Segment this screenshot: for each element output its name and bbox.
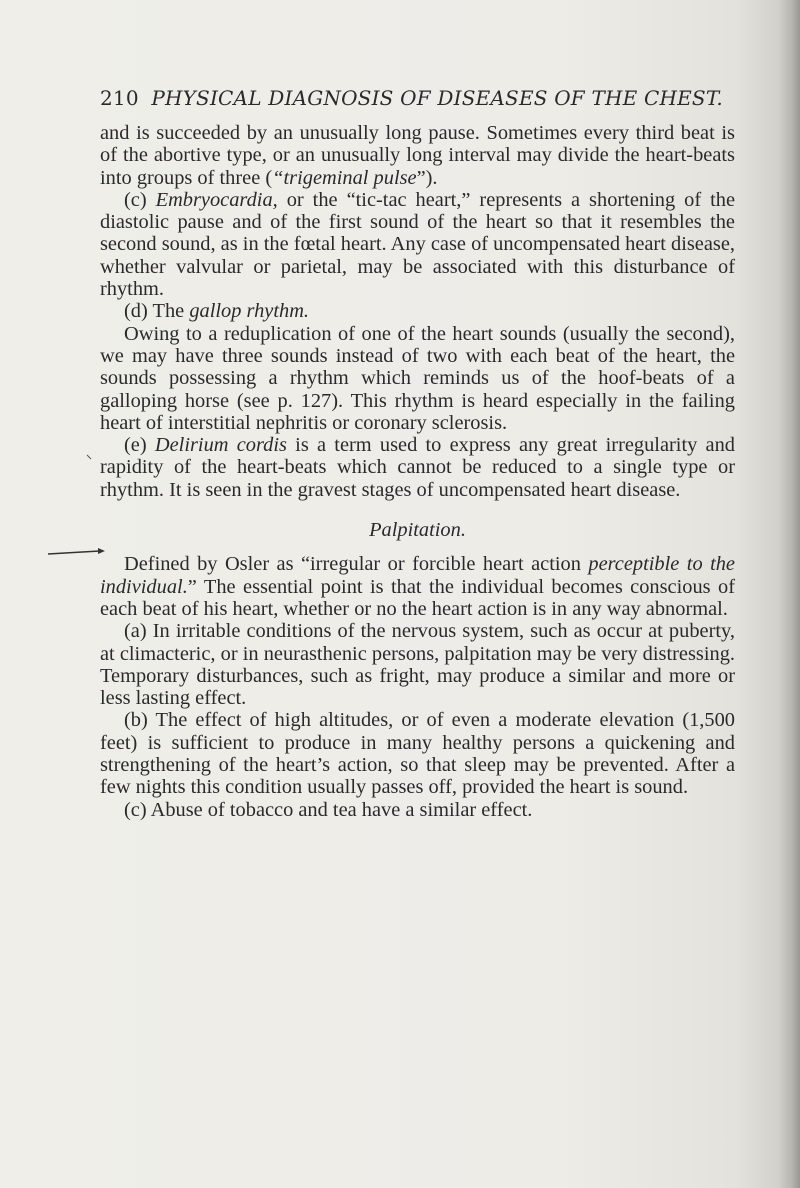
- margin-tick-mark: [86, 454, 92, 460]
- running-title: PHYSICAL DIAGNOSIS OF DISEASES OF THE CHEST.: [151, 86, 723, 110]
- paragraph-high-altitudes: (b) The effect of high altitudes, or of even a moderate elevation (1,500 feet) is sufficient to produce in many healthy persons a quickening and strengthening of the heart’s action, so that sleep may be prevented. After a few nights this condition usually passes off, provided the heart is sound.: [100, 709, 735, 799]
- margin-arrow-mark: [48, 547, 106, 557]
- section-heading-palpitation: Palpitation.: [369, 519, 466, 542]
- body-text: [100, 122, 735, 821]
- page-edge-shadow: [778, 0, 800, 1188]
- page-number: 210: [100, 86, 139, 110]
- paragraph-definition: Defined by Osler as “irregular or forcible heart action perceptible to the individual.” The essential point is that the individual becomes conscious of each beat of his heart, whether or no the heart action is in any way abnormal.: [100, 553, 735, 620]
- running-header: [100, 86, 740, 110]
- paragraph-continuation: and is succeeded by an unusually long pause. Sometimes every third beat is of the abortive type, or an unusually long interval may divide the heart-beats into groups of three (“trigeminal pulse”).: [100, 122, 735, 189]
- heading-gallop-rhythm: (d) The gallop rhythm.: [124, 300, 310, 323]
- paragraph-delirium-cordis: (e) Delirium cordis is a term used to express any great irregularity and rapidity of the heart-beats which cannot be reduced to a single type or rhythm. It is seen in the gravest stages of uncompensated heart disease.: [100, 434, 736, 501]
- paragraph-gallop-rhythm: Owing to a reduplication of one of the heart sounds (usually the second), we may have three sounds instead of two with each beat of the heart, the sounds possessing a rhythm which reminds us of the hoof-beats of a galloping horse (see p. 127). This rhythm is heard especially in the failing heart of interstitial nephritis or coronary sclerosis.: [100, 322, 735, 434]
- paragraph-irritable-conditions: (a) In irritable conditions of the nervous system, such as occur at puberty, at climacteric, or in neurasthenic persons, palpitation may be very distressing. Temporary disturbances, such as fright, may produce a similar and more or less lasting effect.: [100, 620, 735, 710]
- paragraph-tobacco-tea: (c) Abuse of tobacco and tea have a similar effect.: [124, 798, 533, 821]
- paragraph-embryocardia: (c) Embryocardia, or the “tic-tac heart,” represents a shortening of the diastolic pause and of the first sound of the heart so that it resembles the second sound, as in the fœtal heart. Any case of uncompensated heart disease, whether valvular or parietal, may be associated with this disturbance of rhythm.: [100, 188, 735, 301]
